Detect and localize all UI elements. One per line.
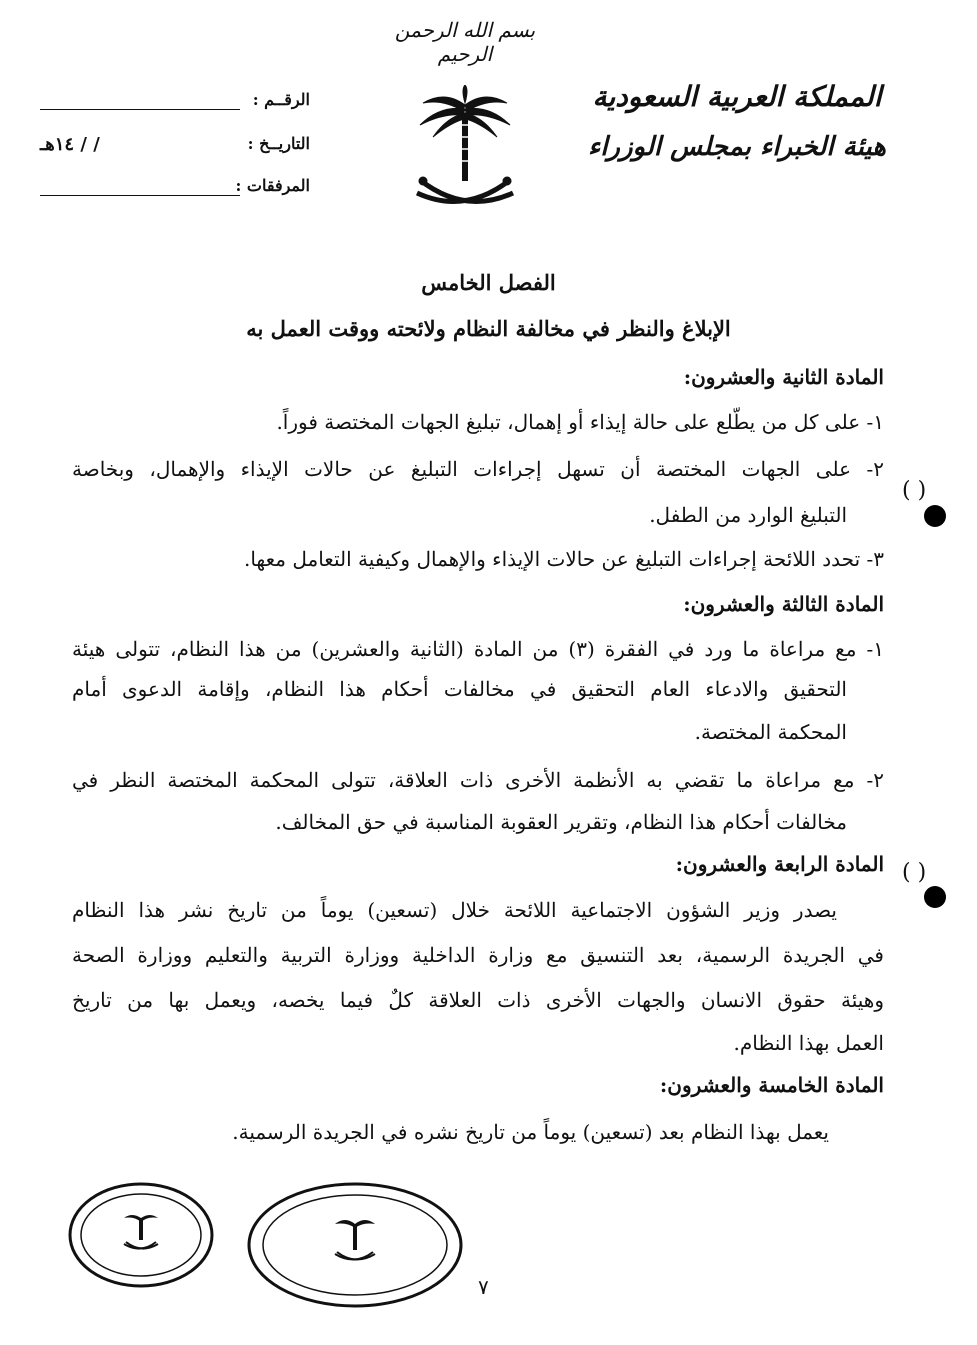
general-secretariat-seal-icon <box>66 1180 216 1290</box>
hole-punch-icon <box>924 505 946 527</box>
article-22-title: المادة الثانية والعشرون: <box>683 365 884 389</box>
basmala-calligraphy: بسم الله الرحمن الرحيم <box>394 18 536 66</box>
chapter-subtitle: الإبلاغ والنظر في مخالفة النظام ولائحته ووقت العمل به <box>246 316 731 341</box>
palm-swords-emblem-icon <box>405 85 525 225</box>
article-22-item-2-line-1: ٢- على الجهات المختصة أن تسهل إجراءات التبليغ عن حالات الإيذاء والإهمال، وبخاصة <box>72 457 884 481</box>
date-label: التاريــخ : <box>247 134 310 153</box>
reference-label: الرقــم : <box>252 90 310 109</box>
reference-line <box>40 109 240 110</box>
kingdom-title: المملكة العربية السعودية <box>592 80 882 113</box>
article-25-line-1: يعمل بهذا النظام بعد (تسعين) يوماً من تاريخ نشره في الجريدة الرسمية. <box>232 1120 829 1144</box>
margin-bracket-icon: ( ) <box>902 478 927 503</box>
page-number: ٧ <box>478 1275 489 1299</box>
reference-number-field <box>40 90 310 114</box>
article-22-item-3: ٣- تحدد اللائحة إجراءات التبليغ عن حالات الإيذاء والإهمال وكيفية التعامل معها. <box>243 547 884 571</box>
chapter-title: الفصل الخامس <box>421 270 556 295</box>
article-25-title: المادة الخامسة والعشرون: <box>659 1073 884 1097</box>
attachments-line <box>40 195 240 196</box>
article-22-item-1: ١- على كل من يطّلع على حالة إيذاء أو إهمال، تبليغ الجهات المختصة فوراً. <box>276 410 884 434</box>
article-24-title: المادة الرابعة والعشرون: <box>675 852 884 876</box>
article-24-line-1: يصدر وزير الشؤون الاجتماعية اللائحة خلال (تسعين) يوماً من تاريخ نشر هذا النظام <box>72 898 837 922</box>
article-24-line-2: في الجريدة الرسمية، بعد التنسيق مع وزارة الداخلية ووزارة التربية والتعليم ووزارة الصحة <box>72 943 884 967</box>
hole-punch-icon <box>924 886 946 908</box>
article-23-item-2-line-1: ٢- مع مراعاة ما تقضي به الأنظمة الأخرى ذات العلاقة، تتولى المحكمة المختصة النظر في <box>72 768 884 792</box>
attachments-label: المرفقات : <box>235 176 310 195</box>
experts-board-seal-icon <box>245 1180 465 1310</box>
article-23-title: المادة الثالثة والعشرون: <box>683 592 884 616</box>
article-24-line-3: وهيئة حقوق الانسان والجهات الأخرى ذات العلاقة كلٌ فيما يخصه، ويعمل بها من تاريخ <box>72 988 884 1012</box>
attachments-field <box>40 176 310 200</box>
article-23-item-1-line-2: التحقيق والادعاء العام التحقيق في مخالفات أحكام هذا النظام، وإقامة الدعوى أمام <box>72 677 847 701</box>
date-value: / / ١٤هـ <box>40 134 100 155</box>
article-23-item-1-line-3: المحكمة المختصة. <box>694 720 847 744</box>
article-22-item-2-line-2: التبليغ الوارد من الطفل. <box>649 503 847 527</box>
article-23-item-2-line-2: مخالفات أحكام هذا النظام، وتقرير العقوبة المناسبة في حق المخالف. <box>275 810 847 834</box>
board-title: هيئة الخبراء بمجلس الوزراء <box>587 132 886 162</box>
article-23-item-1-line-1: ١- مع مراعاة ما ورد في الفقرة (٣) من المادة (الثانية والعشرين) من هذا النظام، تتولى هيئة <box>72 637 884 661</box>
margin-bracket-icon: ( ) <box>902 860 927 885</box>
article-24-line-4: العمل بهذا النظام. <box>733 1031 884 1055</box>
date-field <box>40 134 310 158</box>
